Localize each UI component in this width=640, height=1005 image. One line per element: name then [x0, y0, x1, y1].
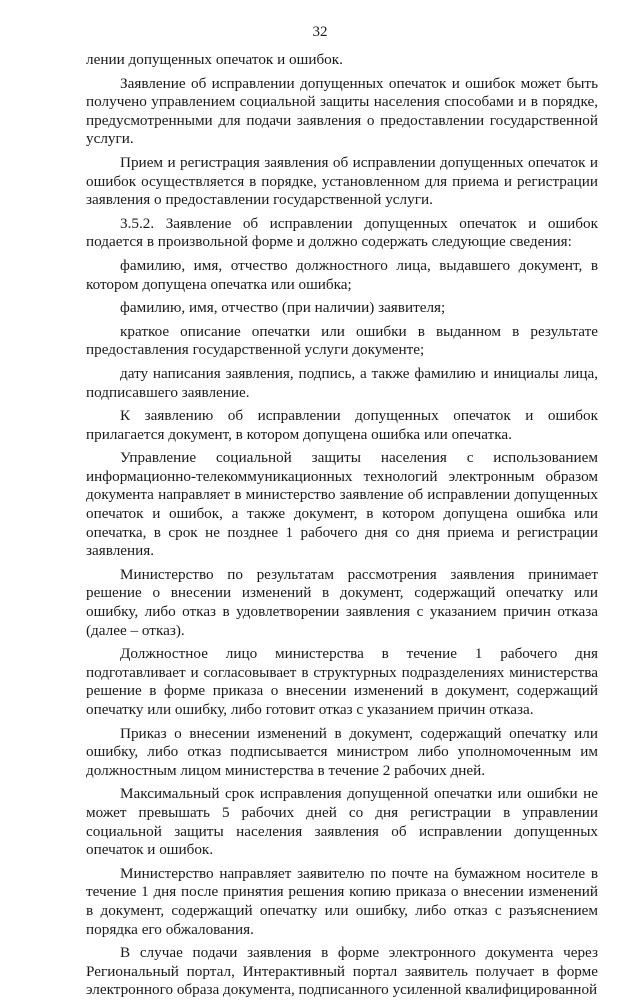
list-item: фамилию, имя, отчество должностного лица, выдавшего документ, в котором допущена опечатка или ошибка;: [86, 256, 598, 293]
paragraph: В случае подачи заявления в форме электронного документа через Региональный портал, Интерактивный портал заявитель получает в форме электронного образа документа, подписанного усиленной квалифицированной: [86, 944, 598, 999]
paragraph: Министерство по результатам рассмотрения заявления принимает решение о внесении изменений в документ, содержащий опечатку или ошибку, либо отказ в удовлетворении заявления с указанием причин отказа (далее – отказ).: [86, 565, 598, 639]
paragraph: Максимальный срок исправления допущенной опечатки или ошибки не может превышать 5 рабочих дней со дня регистрации в управлении социальной защиты населения заявления об исправлении допущенных опечаток и ошибок.: [86, 785, 598, 859]
paragraph: Должностное лицо министерства в течение 1 рабочего дня подготавливает и согласовывает в структурных подразделениях министерства решение в форме приказа о внесении изменений в документ, содержащий опечатку или ошибку, либо готовит отказ с указанием причин отказа.: [86, 645, 598, 718]
paragraph: Управление социальной защиты населения с использованием информационно-телекоммуникационных технологий электронным образом документа направляет в министерство заявление об исправлении допущенных опечаток и ошибок, а также документ, в котором допущена ошибка или опечатка, в срок не позднее 1 рабочего дня со дня приема и регистрации заявления.: [86, 449, 598, 560]
list-item: фамилию, имя, отчество (при наличии) заявителя;: [120, 299, 446, 317]
list-item: краткое описание опечатки или ошибки в выданном в результате предоставления государственной услуги документе;: [86, 322, 598, 359]
paragraph: Заявление об исправлении допущенных опечаток и ошибок может быть получено управлением социальной защиты населения способами и в порядке, предусмотренными для подачи заявления о предоставлении государственной услуги.: [86, 74, 598, 148]
body-text: [86, 51, 598, 1005]
page-number: 32: [312, 24, 328, 40]
paragraph: Министерство направляет заявителю по почте на бумажном носителе в течение 1 дня после принятия решения копию приказа о внесении изменений в документ, содержащий опечатку или ошибку, либо отказ с разъяснением порядка его обжалования.: [86, 864, 598, 938]
paragraph: Прием и регистрация заявления об исправлении допущенных опечаток и ошибок осуществляется в порядке, установленном для приема и регистрации заявления о предоставлении государственной услуги.: [86, 153, 598, 209]
paragraph: К заявлению об исправлении допущенных опечаток и ошибок прилагается документ, в котором допущена ошибка или опечатка.: [86, 407, 598, 443]
paragraph: лении допущенных опечаток и ошибок.: [86, 51, 343, 68]
paragraph: Приказ о внесении изменений в документ, содержащий опечатку или ошибку, либо отказ подписывается министром либо уполномоченным им должностным лицом министерства в течение 2 рабочих дней.: [86, 724, 598, 779]
list-item: дату написания заявления, подпись, а также фамилию и инициалы лица, подписавшего заявление.: [86, 364, 598, 401]
paragraph: 3.5.2. Заявление об исправлении допущенных опечаток и ошибок подается в произвольной форме и должно содержать следующие сведения:: [86, 214, 598, 251]
